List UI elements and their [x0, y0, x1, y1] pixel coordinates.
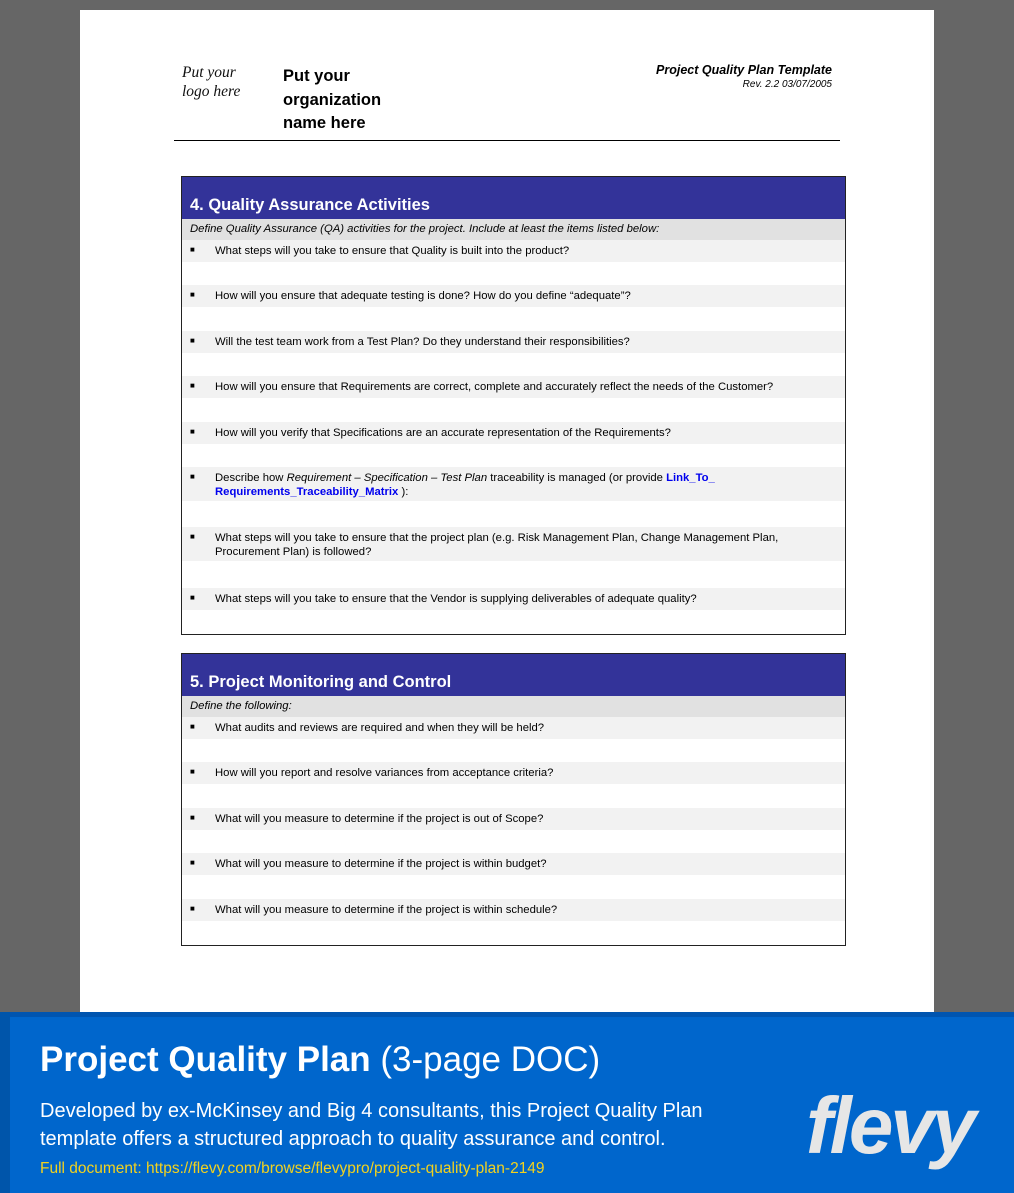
document-page	[80, 10, 934, 1015]
section-quality-assurance	[181, 176, 846, 635]
document-revision: Rev. 2.2 03/07/2005	[742, 79, 832, 90]
list-item	[182, 422, 845, 467]
document-title: Project Quality Plan Template	[656, 63, 832, 77]
footer-description: Developed by ex-McKinsey and Big 4 consultants, this Project Quality Plan template offers a structured approach to quality assurance and control.	[40, 1100, 703, 1150]
item-text: What will you measure to determine if the project is out of Scope?	[215, 812, 544, 825]
item-text: What steps will you take to ensure that Quality is built into the product?	[215, 245, 570, 257]
bullet-icon: ■	[190, 767, 195, 777]
list-item	[182, 240, 845, 285]
item-text: What audits and reviews are required and when they will be held?	[215, 722, 545, 734]
footer-document-link[interactable]: Full document: https://flevy.com/browse/flevypro/project-quality-plan-2149	[40, 1160, 545, 1177]
list-item	[182, 331, 845, 376]
footer-title-rest: (3-page DOC)	[370, 1040, 601, 1079]
list-item	[182, 588, 845, 633]
bullet-icon: ■	[190, 426, 195, 436]
item-text: What will you measure to determine if the project is within budget?	[215, 858, 547, 871]
item-text: How will you report and resolve variances from acceptance criteria?	[215, 767, 554, 780]
traceability-matrix-link[interactable]: Link_To_ Requirements_Traceability_Matrix	[215, 471, 715, 498]
section-item-list	[182, 717, 845, 944]
logo-placeholder: Put your logo here	[182, 64, 241, 100]
item-text: How will you ensure that adequate testing is done? How do you define “adequate”?	[215, 290, 631, 303]
footer-left-edge	[0, 1012, 10, 1193]
list-item	[182, 717, 845, 762]
section-intro: Define the following:	[182, 696, 845, 717]
bullet-icon: ■	[190, 381, 195, 391]
item-text: How will you verify that Specifications are an accurate representation of the Requirements?	[215, 426, 671, 439]
item-text: What will you measure to determine if the project is within schedule?	[215, 903, 558, 916]
trace-prefix: Describe how	[215, 471, 287, 484]
bullet-icon: ■	[190, 722, 195, 731]
list-item	[182, 762, 845, 807]
list-item	[182, 899, 845, 944]
bullet-icon: ■	[190, 290, 195, 300]
section-intro: Define Quality Assurance (QA) activities for the project. Include at least the items listed below:	[182, 219, 845, 240]
bullet-icon: ■	[190, 903, 195, 913]
footer-title	[40, 1038, 600, 1082]
bullet-icon: ■	[190, 592, 195, 602]
bullet-icon: ■	[190, 471, 195, 481]
flevy-logo[interactable]: flevy	[806, 1081, 974, 1170]
header-divider	[174, 140, 840, 141]
bullet-icon: ■	[190, 812, 195, 822]
list-item	[182, 808, 845, 853]
organization-name: Put your organization name here	[283, 67, 382, 132]
section-title: 5. Project Monitoring and Control	[182, 654, 845, 696]
bullet-icon: ■	[190, 858, 195, 868]
item-text: What steps will you take to ensure that the Vendor is supplying deliverables of adequate quality?	[215, 592, 697, 605]
item-text: How will you ensure that Requirements are correct, complete and accurately reflect the needs of the Customer?	[215, 381, 774, 394]
bullet-icon: ■	[190, 335, 195, 345]
bullet-icon: ■	[190, 245, 195, 254]
footer-top-edge	[0, 1012, 1014, 1017]
trace-emphasis: Requirement – Specification – Test Plan	[286, 471, 488, 484]
section-title: 4. Quality Assurance Activities	[182, 177, 845, 219]
list-item	[182, 285, 845, 330]
footer-title-bold: Project Quality Plan	[40, 1040, 371, 1079]
list-item	[182, 376, 845, 421]
list-item	[182, 853, 845, 898]
bullet-icon: ■	[190, 532, 195, 542]
item-text: What steps will you take to ensure that the project plan (e.g. Risk Management Plan, Change Management Plan, Procurement Plan) is followed?	[215, 532, 779, 559]
list-item	[182, 527, 845, 587]
item-text: Will the test team work from a Test Plan? Do they understand their responsibilities?	[215, 335, 630, 348]
section-item-list	[182, 240, 845, 633]
trace-suffix: ):	[398, 485, 409, 498]
section-monitoring-control	[181, 653, 846, 946]
list-item	[182, 467, 845, 527]
item-text-traceability	[215, 471, 837, 499]
trace-middle: traceability is managed (or provide	[487, 471, 667, 484]
